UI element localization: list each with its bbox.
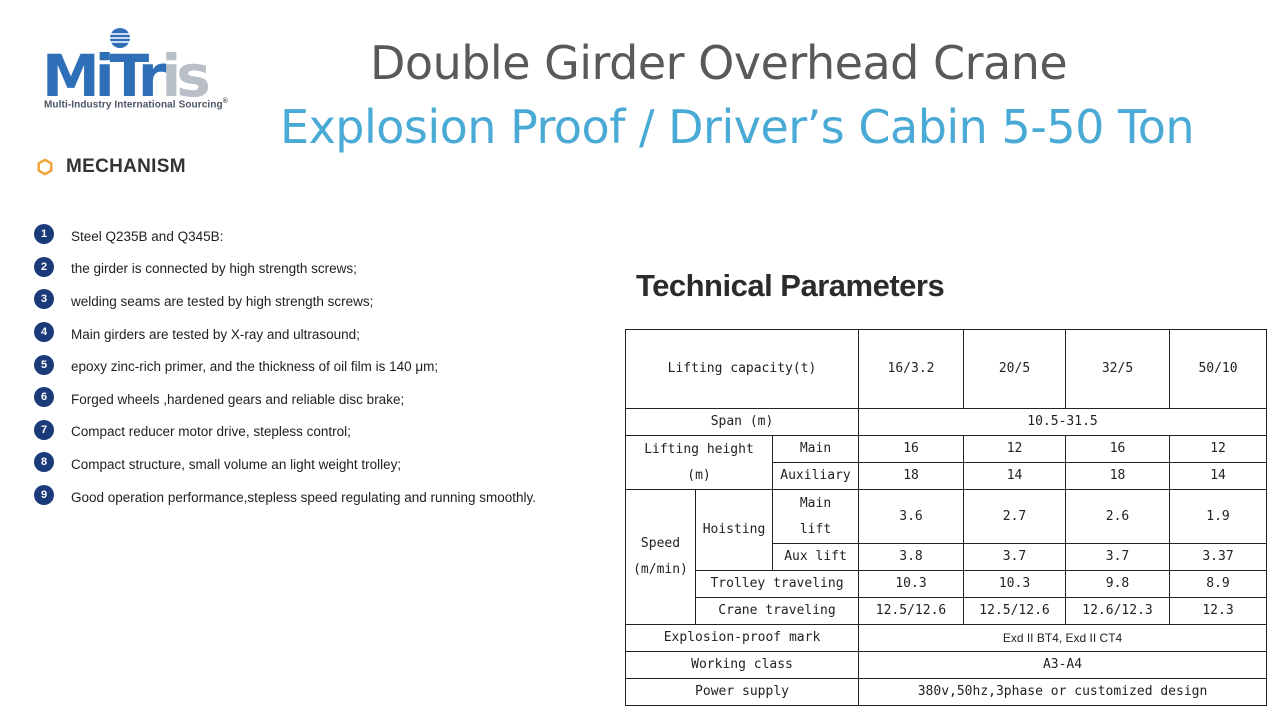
table-cell: 12.3 bbox=[1170, 598, 1267, 625]
list-item-text: Main girders are tested by X-ray and ultrasound; bbox=[71, 326, 360, 342]
table-cell: 3.6 bbox=[859, 490, 964, 544]
list-item-text: Compact reducer motor drive, stepless control; bbox=[71, 424, 351, 440]
table-cell: 10.3 bbox=[964, 571, 1066, 598]
table-cell: 12.5/12.6 bbox=[859, 598, 964, 625]
page-title: Double Girder Overhead Crane bbox=[370, 36, 1068, 90]
list-item-text: Good operation performance,stepless speed regulating and running smoothly. bbox=[71, 489, 537, 505]
capacity-label: Lifting capacity(t) bbox=[626, 330, 859, 409]
list-item bbox=[34, 316, 536, 349]
list-item-text: welding seams are tested by high strength screws; bbox=[71, 293, 374, 309]
table-cell: 16 bbox=[1066, 436, 1170, 463]
list-item-text: the girder is connected by high strength screws; bbox=[71, 261, 357, 277]
number-badge: 7 bbox=[34, 420, 54, 440]
company-logo bbox=[42, 26, 242, 116]
list-item-text: epoxy zinc-rich primer, and the thickness of oil film is 140 μm; bbox=[71, 359, 439, 375]
list-item bbox=[34, 446, 536, 479]
number-badge: 8 bbox=[34, 452, 54, 472]
explosion-label: Explosion-proof mark bbox=[626, 625, 859, 652]
table-cell: 14 bbox=[964, 463, 1066, 490]
power-value: 380v,50hz,3phase or customized design bbox=[859, 679, 1267, 706]
table-cell: 16 bbox=[859, 436, 964, 463]
table-cell: 3.7 bbox=[1066, 544, 1170, 571]
table-cell: 12.6/12.3 bbox=[1066, 598, 1170, 625]
mechanism-heading bbox=[36, 156, 186, 178]
logo-tagline: Multi-Industry International Sourcing® bbox=[44, 98, 228, 111]
table-row bbox=[626, 490, 1267, 544]
aux-lift-label: Aux lift bbox=[773, 544, 859, 571]
list-item bbox=[34, 218, 536, 251]
list-item-text: Steel Q235B and Q345B: bbox=[71, 228, 224, 244]
explosion-value: Exd II BT4, Exd II CT4 bbox=[859, 625, 1267, 652]
main-lift-label: Main lift bbox=[773, 490, 859, 544]
table-row bbox=[626, 571, 1267, 598]
list-item bbox=[34, 348, 536, 381]
number-badge: 2 bbox=[34, 257, 54, 277]
mechanism-list bbox=[34, 218, 536, 511]
table-cell: 12 bbox=[964, 436, 1066, 463]
capacity-cell: 16/3.2 bbox=[859, 330, 964, 409]
table-cell: 3.8 bbox=[859, 544, 964, 571]
table-cell: 18 bbox=[1066, 463, 1170, 490]
hoisting-label: Hoisting bbox=[696, 490, 773, 571]
number-badge: 3 bbox=[34, 289, 54, 309]
main-label: Main bbox=[773, 436, 859, 463]
crane-label: Crane traveling bbox=[696, 598, 859, 625]
number-badge: 4 bbox=[34, 322, 54, 342]
capacity-cell: 32/5 bbox=[1066, 330, 1170, 409]
list-item bbox=[34, 283, 536, 316]
table-cell: 2.6 bbox=[1066, 490, 1170, 544]
working-class-label: Working class bbox=[626, 652, 859, 679]
table-cell: 8.9 bbox=[1170, 571, 1267, 598]
page-subtitle: Explosion Proof / Driver’s Cabin 5-50 Ton bbox=[280, 100, 1195, 154]
table-row bbox=[626, 625, 1267, 652]
table-cell: 3.37 bbox=[1170, 544, 1267, 571]
table-cell: 2.7 bbox=[964, 490, 1066, 544]
trolley-label: Trolley traveling bbox=[696, 571, 859, 598]
table-row bbox=[626, 330, 1267, 409]
number-badge: 5 bbox=[34, 355, 54, 375]
table-cell: 1.9 bbox=[1170, 490, 1267, 544]
table-row bbox=[626, 652, 1267, 679]
list-item bbox=[34, 414, 536, 447]
table-cell: 10.3 bbox=[859, 571, 964, 598]
table-cell: 9.8 bbox=[1066, 571, 1170, 598]
span-value: 10.5-31.5 bbox=[859, 409, 1267, 436]
capacity-cell: 20/5 bbox=[964, 330, 1066, 409]
table-row bbox=[626, 598, 1267, 625]
mechanism-heading-label: MECHANISM bbox=[66, 156, 186, 177]
auxiliary-label: Auxiliary bbox=[773, 463, 859, 490]
table-cell: 12.5/12.6 bbox=[964, 598, 1066, 625]
number-badge: 1 bbox=[34, 224, 54, 244]
number-badge: 9 bbox=[34, 485, 54, 505]
hexagon-outline-icon bbox=[36, 158, 54, 176]
speed-label: Speed (m/min) bbox=[626, 490, 696, 625]
technical-parameters-heading: Technical Parameters bbox=[636, 268, 945, 303]
table-cell: 14 bbox=[1170, 463, 1267, 490]
logo-wordmark: MiTris bbox=[42, 42, 206, 110]
lifting-height-label: Lifting height (m) bbox=[626, 436, 773, 490]
table-row bbox=[626, 436, 1267, 463]
capacity-cell: 50/10 bbox=[1170, 330, 1267, 409]
technical-parameters-table bbox=[625, 329, 1267, 706]
power-label: Power supply bbox=[626, 679, 859, 706]
list-item bbox=[34, 479, 536, 512]
table-cell: 12 bbox=[1170, 436, 1267, 463]
table-row bbox=[626, 409, 1267, 436]
list-item-text: Forged wheels ,hardened gears and reliable disc brake; bbox=[71, 391, 405, 407]
working-class-value: A3-A4 bbox=[859, 652, 1267, 679]
span-label: Span (m) bbox=[626, 409, 859, 436]
list-item-text: Compact structure, small volume an light weight trolley; bbox=[71, 456, 402, 472]
table-cell: 3.7 bbox=[964, 544, 1066, 571]
number-badge: 6 bbox=[34, 387, 54, 407]
list-item bbox=[34, 251, 536, 284]
list-item bbox=[34, 381, 536, 414]
table-row bbox=[626, 679, 1267, 706]
table-cell: 18 bbox=[859, 463, 964, 490]
